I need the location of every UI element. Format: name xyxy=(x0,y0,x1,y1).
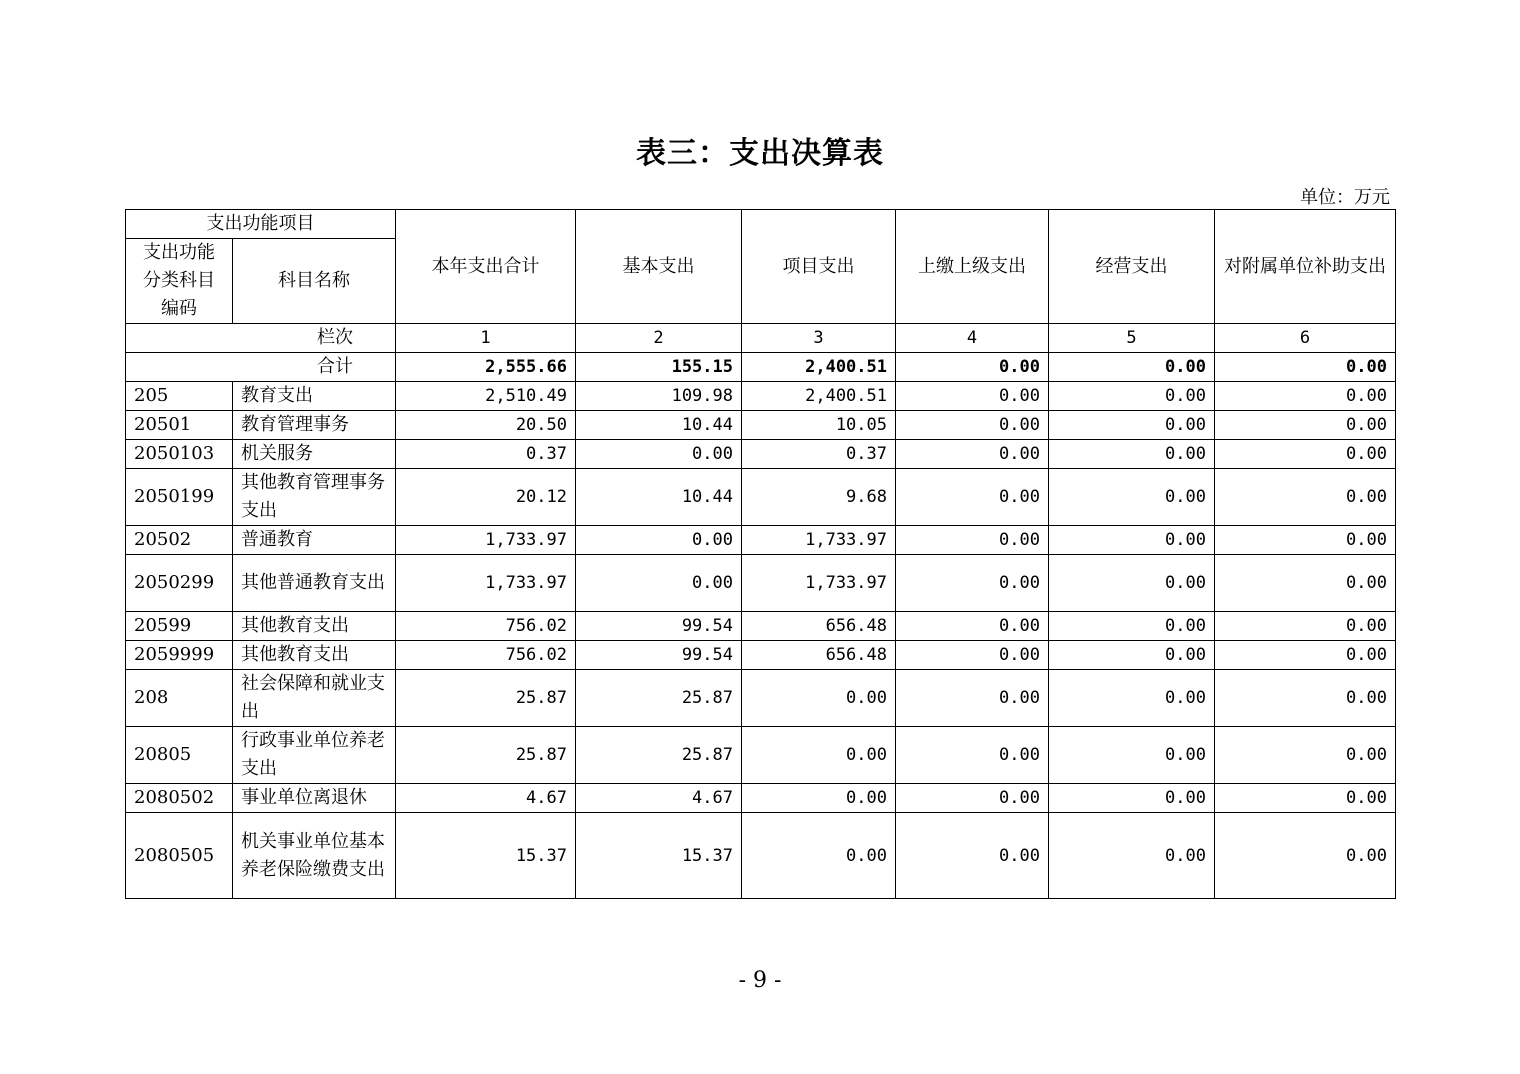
row-code: 20805 xyxy=(126,727,233,784)
row-value: 2,400.51 xyxy=(742,382,896,411)
table-row xyxy=(126,784,1396,813)
row-value: 0.00 xyxy=(896,555,1049,612)
row-value: 756.02 xyxy=(396,612,576,641)
table-row xyxy=(126,440,1396,469)
header-code-line: 支出功能 xyxy=(143,242,215,263)
row-value: 0.00 xyxy=(896,727,1049,784)
row-value: 0.00 xyxy=(1049,526,1215,555)
header-col6: 对附属单位补助支出 xyxy=(1215,210,1396,324)
header-col1: 本年支出合计 xyxy=(396,210,576,324)
row-value: 99.54 xyxy=(576,612,742,641)
row-name: 普通教育 xyxy=(233,526,396,555)
row-value: 0.00 xyxy=(1215,641,1396,670)
row-value: 25.87 xyxy=(396,670,576,727)
row-code: 20599 xyxy=(126,612,233,641)
row-value: 656.48 xyxy=(742,641,896,670)
row-value: 1,733.97 xyxy=(742,526,896,555)
row-value: 0.00 xyxy=(1049,382,1215,411)
row-value: 0.00 xyxy=(1049,612,1215,641)
row-value: 15.37 xyxy=(576,813,742,899)
header-col4: 上缴上级支出 xyxy=(896,210,1049,324)
header-code-line: 分类科目 xyxy=(143,270,215,291)
row-value: 656.48 xyxy=(742,612,896,641)
row-value: 0.00 xyxy=(742,813,896,899)
row-value: 0.00 xyxy=(742,670,896,727)
table-row xyxy=(126,813,1396,899)
row-code: 2080502 xyxy=(126,784,233,813)
row-value: 0.00 xyxy=(896,612,1049,641)
row-value: 0.00 xyxy=(896,411,1049,440)
row-code: 2080505 xyxy=(126,813,233,899)
row-value: 9.68 xyxy=(742,469,896,526)
row-value: 25.87 xyxy=(396,727,576,784)
row-value: 0.00 xyxy=(1049,727,1215,784)
total-value: 0.00 xyxy=(1215,353,1396,382)
row-value: 0.00 xyxy=(1049,469,1215,526)
row-value: 0.00 xyxy=(896,526,1049,555)
row-name: 教育支出 xyxy=(233,382,396,411)
row-name: 其他教育支出 xyxy=(233,612,396,641)
row-value: 20.12 xyxy=(396,469,576,526)
row-value: 0.00 xyxy=(1215,382,1396,411)
row-value: 0.00 xyxy=(576,440,742,469)
header-code-line: 编码 xyxy=(161,298,197,319)
row-name: 其他教育管理事务支出 xyxy=(233,469,396,526)
index-col: 1 xyxy=(396,324,576,353)
row-name: 教育管理事务 xyxy=(233,411,396,440)
row-code: 2050199 xyxy=(126,469,233,526)
row-value: 0.00 xyxy=(896,813,1049,899)
row-value: 25.87 xyxy=(576,727,742,784)
row-value: 20.50 xyxy=(396,411,576,440)
row-name: 其他普通教育支出 xyxy=(233,555,396,612)
row-value: 0.37 xyxy=(396,440,576,469)
row-value: 0.00 xyxy=(576,555,742,612)
header-group: 支出功能项目 xyxy=(126,210,396,239)
row-value: 0.37 xyxy=(742,440,896,469)
row-value: 0.00 xyxy=(1215,612,1396,641)
header-code xyxy=(126,239,233,324)
total-value: 0.00 xyxy=(1049,353,1215,382)
total-value: 155.15 xyxy=(576,353,742,382)
row-value: 0.00 xyxy=(576,526,742,555)
table-row xyxy=(126,555,1396,612)
table-row xyxy=(126,670,1396,727)
row-value: 1,733.97 xyxy=(396,526,576,555)
row-value: 0.00 xyxy=(1049,555,1215,612)
row-value: 10.05 xyxy=(742,411,896,440)
row-value: 25.87 xyxy=(576,670,742,727)
row-value: 10.44 xyxy=(576,411,742,440)
total-value: 2,555.66 xyxy=(396,353,576,382)
row-value: 0.00 xyxy=(896,670,1049,727)
row-value: 0.00 xyxy=(896,440,1049,469)
index-col: 4 xyxy=(896,324,1049,353)
row-value: 0.00 xyxy=(896,382,1049,411)
row-code: 2050299 xyxy=(126,555,233,612)
row-name: 行政事业单位养老支出 xyxy=(233,727,396,784)
table-row xyxy=(126,641,1396,670)
table-row xyxy=(126,411,1396,440)
row-code: 208 xyxy=(126,670,233,727)
row-value: 0.00 xyxy=(1215,727,1396,784)
row-code: 20502 xyxy=(126,526,233,555)
row-code: 205 xyxy=(126,382,233,411)
row-code: 20501 xyxy=(126,411,233,440)
total-value: 2,400.51 xyxy=(742,353,896,382)
header-col2: 基本支出 xyxy=(576,210,742,324)
row-value: 0.00 xyxy=(1215,784,1396,813)
row-name: 社会保障和就业支出 xyxy=(233,670,396,727)
row-value: 756.02 xyxy=(396,641,576,670)
row-value: 0.00 xyxy=(1215,469,1396,526)
row-value: 0.00 xyxy=(1215,555,1396,612)
row-value: 1,733.97 xyxy=(396,555,576,612)
row-value: 109.98 xyxy=(576,382,742,411)
index-col: 5 xyxy=(1049,324,1215,353)
row-value: 10.44 xyxy=(576,469,742,526)
row-value: 99.54 xyxy=(576,641,742,670)
row-value: 0.00 xyxy=(896,784,1049,813)
row-value: 0.00 xyxy=(1215,813,1396,899)
header-name: 科目名称 xyxy=(233,239,396,324)
header-col5: 经营支出 xyxy=(1049,210,1215,324)
row-value: 4.67 xyxy=(396,784,576,813)
row-name: 机关服务 xyxy=(233,440,396,469)
row-code: 2050103 xyxy=(126,440,233,469)
expenditure-table xyxy=(125,209,1396,899)
table-row xyxy=(126,469,1396,526)
row-name: 其他教育支出 xyxy=(233,641,396,670)
table-row xyxy=(126,612,1396,641)
row-value: 0.00 xyxy=(1215,440,1396,469)
row-value: 0.00 xyxy=(1049,813,1215,899)
row-value: 0.00 xyxy=(1049,670,1215,727)
index-col: 3 xyxy=(742,324,896,353)
total-row-label: 合计 xyxy=(126,353,396,382)
row-value: 0.00 xyxy=(1049,784,1215,813)
row-value: 0.00 xyxy=(1049,641,1215,670)
row-value: 0.00 xyxy=(742,727,896,784)
page-number: - 9 - xyxy=(738,968,782,993)
index-col: 2 xyxy=(576,324,742,353)
table-row xyxy=(126,727,1396,784)
header-col3: 项目支出 xyxy=(742,210,896,324)
row-value: 0.00 xyxy=(1049,440,1215,469)
row-name: 事业单位离退休 xyxy=(233,784,396,813)
row-value: 0.00 xyxy=(1049,411,1215,440)
row-value: 2,510.49 xyxy=(396,382,576,411)
row-value: 1,733.97 xyxy=(742,555,896,612)
row-name: 机关事业单位基本养老保险缴费支出 xyxy=(233,813,396,899)
row-value: 15.37 xyxy=(396,813,576,899)
row-value: 4.67 xyxy=(576,784,742,813)
table-row xyxy=(126,382,1396,411)
page-title: 表三：支出决算表 xyxy=(636,136,884,171)
table-row xyxy=(126,526,1396,555)
row-value: 0.00 xyxy=(1215,411,1396,440)
row-value: 0.00 xyxy=(742,784,896,813)
row-value: 0.00 xyxy=(1215,526,1396,555)
index-col: 6 xyxy=(1215,324,1396,353)
total-value: 0.00 xyxy=(896,353,1049,382)
index-row-label: 栏次 xyxy=(126,324,396,353)
row-value: 0.00 xyxy=(896,641,1049,670)
row-code: 2059999 xyxy=(126,641,233,670)
unit-label: 单位：万元 xyxy=(1300,187,1390,208)
row-value: 0.00 xyxy=(896,469,1049,526)
row-value: 0.00 xyxy=(1215,670,1396,727)
